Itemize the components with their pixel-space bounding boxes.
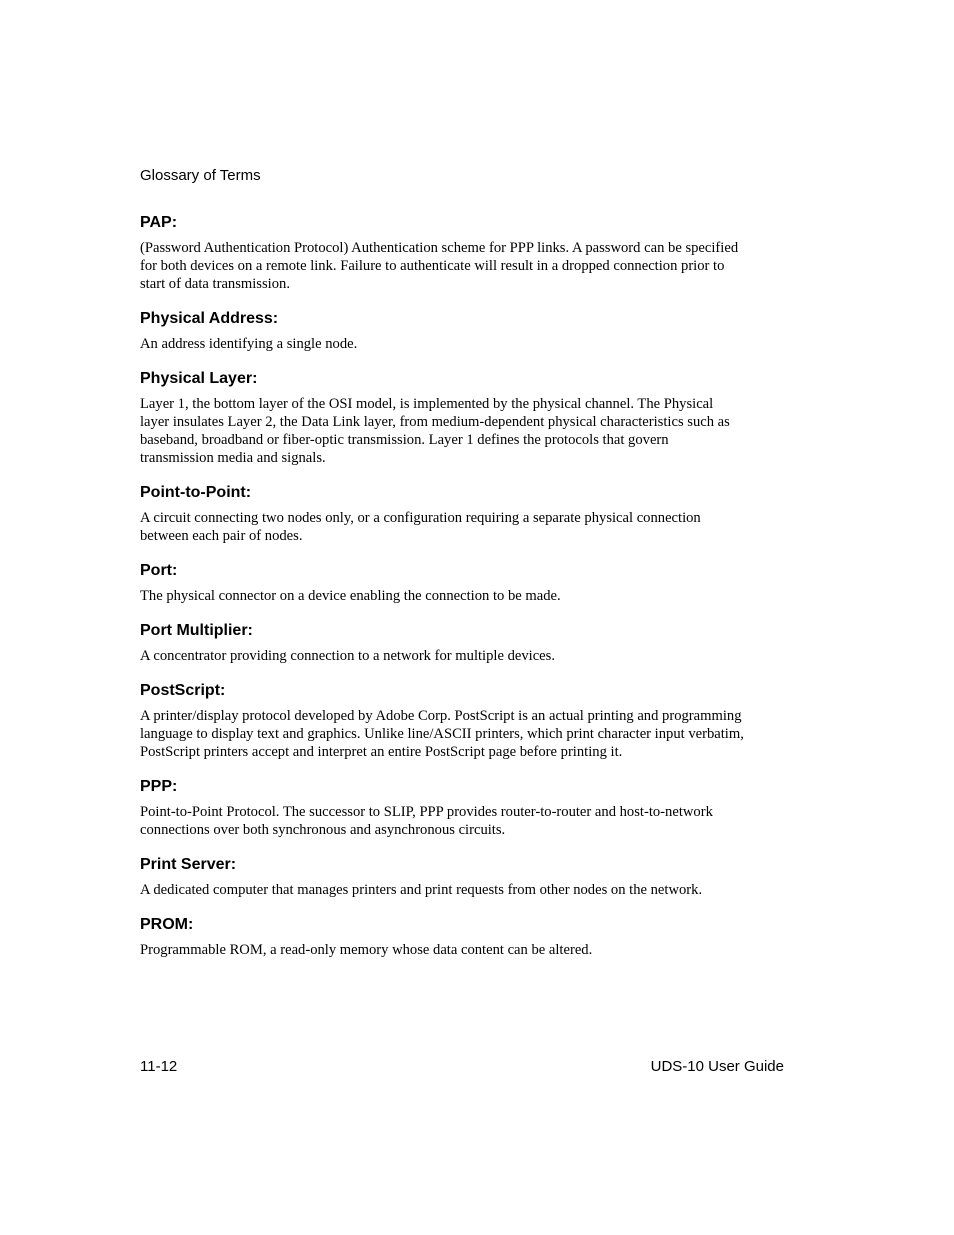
definition-line: A printer/display protocol developed by Adobe Corp. PostScript is an actual printing and programming — [140, 708, 742, 724]
definition-line: between each pair of nodes. — [140, 528, 303, 544]
definition-line: An address identifying a single node. — [140, 336, 358, 352]
term-heading: PostScript: — [140, 682, 226, 699]
glossary-entry-postscript — [140, 681, 790, 761]
definition-line: The physical connector on a device enabling the connection to be made. — [140, 588, 561, 604]
glossary-entry-port — [140, 561, 790, 605]
term-definition — [140, 335, 790, 353]
term-definition — [140, 587, 790, 605]
definition-line: Point-to-Point Protocol. The successor to SLIP, PPP provides router-to-router and host-to-network — [140, 804, 713, 820]
glossary-entry-physical-address — [140, 309, 790, 353]
definition-line: A dedicated computer that manages printers and print requests from other nodes on the network. — [140, 882, 703, 898]
glossary-entry-print-server — [140, 855, 790, 899]
term-heading: Physical Layer: — [140, 370, 258, 387]
term-definition — [140, 881, 790, 899]
definition-line: for both devices on a remote link. Failure to authenticate will result in a dropped connection prior to — [140, 258, 725, 274]
term-heading: Print Server: — [140, 856, 237, 873]
glossary-entry-prom — [140, 915, 790, 959]
term-definition — [140, 941, 790, 959]
definition-line: connections over both synchronous and asynchronous circuits. — [140, 822, 506, 838]
definition-line: A concentrator providing connection to a network for multiple devices. — [140, 648, 555, 664]
term-definition — [140, 803, 790, 839]
definition-line: (Password Authentication Protocol) Authentication scheme for PPP links. A password can be specified — [140, 240, 739, 256]
term-heading: PAP: — [140, 214, 178, 231]
definition-line: baseband, broadband or fiber-optic transmission. Layer 1 defines the protocols that govern — [140, 432, 669, 448]
page-number: 11-12 — [140, 1058, 178, 1075]
definition-line: layer insulates Layer 2, the Data Link layer, from medium-dependent physical characteristics such as — [140, 414, 730, 430]
definition-line: transmission media and signals. — [140, 450, 326, 466]
glossary-list — [140, 213, 790, 975]
glossary-entry-ppp — [140, 777, 790, 839]
glossary-entry-port-multiplier — [140, 621, 790, 665]
term-heading: PPP: — [140, 778, 178, 795]
term-definition — [140, 395, 790, 467]
definition-line: Layer 1, the bottom layer of the OSI model, is implemented by the physical channel. The Physical — [140, 396, 714, 412]
guide-title: UDS-10 User Guide — [650, 1058, 784, 1075]
term-definition — [140, 239, 790, 293]
term-definition — [140, 509, 790, 545]
term-heading: PROM: — [140, 916, 194, 933]
definition-line: start of data transmission. — [140, 276, 290, 292]
glossary-entry-physical-layer — [140, 369, 790, 467]
section-header: Glossary of Terms — [140, 167, 261, 184]
term-heading: Point-to-Point: — [140, 484, 252, 501]
glossary-entry-pap — [140, 213, 790, 293]
definition-line: PostScript printers accept and interpret an entire PostScript page before printing it. — [140, 744, 623, 760]
term-definition — [140, 647, 790, 665]
glossary-entry-point-to-point — [140, 483, 790, 545]
term-heading: Physical Address: — [140, 310, 279, 327]
term-heading: Port Multiplier: — [140, 622, 253, 639]
definition-line: A circuit connecting two nodes only, or a configuration requiring a separate physical connection — [140, 510, 701, 526]
term-definition — [140, 707, 790, 761]
definition-line: language to display text and graphics. Unlike line/ASCII printers, which print character input verbatim, — [140, 726, 744, 742]
term-heading: Port: — [140, 562, 178, 579]
definition-line: Programmable ROM, a read-only memory whose data content can be altered. — [140, 942, 593, 958]
